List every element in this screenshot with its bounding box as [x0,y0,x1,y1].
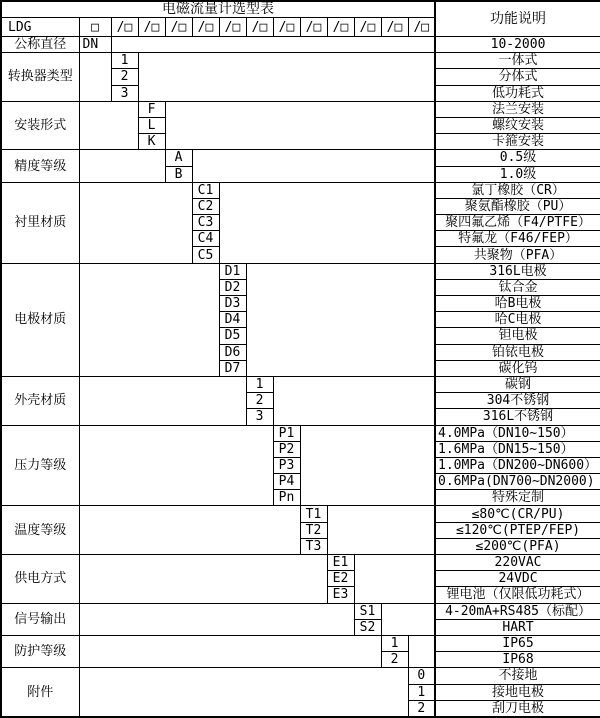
code-cell: D5 [219,328,246,344]
filler-cell [79,506,300,555]
code-cell: 2 [246,393,273,409]
table-row [1,101,600,117]
desc-cell: 聚氨酯橡胶（PU） [435,198,600,214]
model-slot-placeholder: /□ [381,18,408,37]
model-slot-placeholder: /□ [111,18,138,37]
code-cell: 1 [246,376,273,392]
code-cell: 2 [111,69,138,85]
code-cell: 1 [408,684,435,700]
code-cell: 2 [381,652,408,668]
model-box-placeholder: □ [79,18,111,37]
code-cell: D6 [219,344,246,360]
group-label: 衬里材质 [1,182,79,263]
code-cell: 3 [246,409,273,425]
code-cell: D3 [219,296,246,312]
desc-cell: 卡箍安装 [435,134,600,150]
selection-table-body [1,37,600,717]
model-slot-placeholder: /□ [246,18,273,37]
desc-cell: 接地电极 [435,684,600,700]
desc-cell: 碳化钨 [435,360,600,376]
code-cell: 1 [381,635,408,651]
desc-cell: 316L不锈钢 [435,409,600,425]
filler-cell [79,376,246,425]
desc-cell: ≤80℃(CR/PU) [435,506,600,522]
filler-cell [192,150,435,182]
table-row [1,425,600,441]
group-label: 防护等级 [1,635,79,667]
group-label: 电极材质 [1,263,79,376]
table-row [1,603,600,619]
desc-cell: 螺纹安装 [435,117,600,133]
filler-cell [79,425,273,506]
group-label: 信号输出 [1,603,79,635]
model-slot-placeholder: /□ [219,18,246,37]
desc-cell: ≤200℃(PFA) [435,538,600,554]
filler-cell [79,263,219,376]
table-row [1,506,600,522]
filler-cell [111,37,435,53]
table-row [1,53,600,69]
desc-cell: 1.0级 [435,166,600,182]
model-slot-placeholder: /□ [165,18,192,37]
filler-cell [79,182,192,263]
code-cell: T2 [300,522,327,538]
table-row [1,555,600,571]
group-label: 供电方式 [1,555,79,604]
code-cell: C4 [192,231,219,247]
model-slot-placeholder: /□ [138,18,165,37]
filler-cell [165,101,435,150]
code-cell: 2 [408,700,435,717]
function-column-header: 功能说明 [435,1,600,37]
filler-cell [138,53,435,102]
desc-cell: 特氟龙（F46/FEP） [435,231,600,247]
group-label: 公称直径 [1,37,79,53]
desc-cell: 24VDC [435,571,600,587]
desc-cell: IP68 [435,652,600,668]
model-slot-placeholder: /□ [192,18,219,37]
filler-cell [246,263,435,376]
desc-cell: HART [435,619,600,635]
desc-cell: 分体式 [435,69,600,85]
code-cell: D4 [219,312,246,328]
desc-cell: 1.0MPa（DN200~DN600） [435,457,600,473]
model-slot-placeholder: /□ [300,18,327,37]
filler-cell [79,53,111,102]
model-slot-placeholder: /□ [354,18,381,37]
desc-cell: 220VAC [435,555,600,571]
filler-cell [408,635,435,667]
table-row [1,150,600,166]
code-cell: C3 [192,215,219,231]
title-row [1,1,600,18]
desc-cell: 法兰安装 [435,101,600,117]
code-cell: Pn [273,490,300,506]
model-slot-placeholder: /□ [327,18,354,37]
table-row [1,376,600,392]
model-slot-placeholder: /□ [273,18,300,37]
desc-cell: 不接地 [435,668,600,684]
group-label: 转换器类型 [1,53,79,102]
code-cell: 3 [111,85,138,101]
table-row [1,263,600,279]
code-cell: 0 [408,668,435,684]
code-cell: E1 [327,555,354,571]
code-cell: E3 [327,587,354,603]
code-cell: P3 [273,457,300,473]
desc-cell: 10-2000 [435,37,600,53]
desc-cell: 316L电极 [435,263,600,279]
filler-cell [273,376,435,425]
filler-cell [300,425,435,506]
code-cell: F [138,101,165,117]
filler-cell [354,555,435,604]
desc-cell: 一体式 [435,53,600,69]
code-cell: C5 [192,247,219,263]
desc-cell: 4-20mA+RS485（标配） [435,603,600,619]
code-cell: S2 [354,619,381,635]
code-cell: E2 [327,571,354,587]
filler-cell [327,506,435,555]
desc-cell: 钛合金 [435,279,600,295]
filler-cell [79,635,381,667]
desc-cell: 刮刀电极 [435,700,600,717]
desc-cell: 1.6MPa（DN15~150） [435,441,600,457]
code-cell: P4 [273,474,300,490]
code-cell: C1 [192,182,219,198]
code-cell: C2 [192,198,219,214]
code-cell: T3 [300,538,327,554]
desc-cell: 低功耗式 [435,85,600,101]
model-prefix: LDG [1,18,79,37]
code-cell: D7 [219,360,246,376]
filler-cell [381,603,435,635]
filler-cell [219,182,435,263]
desc-cell: 碳钢 [435,376,600,392]
group-label: 精度等级 [1,150,79,182]
desc-cell: 钽电极 [435,328,600,344]
model-slot-placeholder: /□ [408,18,435,37]
code-cell: K [138,134,165,150]
table-title: 电磁流量计选型表 [1,1,435,18]
group-label: 外壳材质 [1,376,79,425]
code-cell: P1 [273,425,300,441]
filler-cell [79,150,165,182]
desc-cell: 特殊定制 [435,490,600,506]
table-row [1,37,600,53]
group-label: 温度等级 [1,506,79,555]
table-row [1,635,600,651]
table-row [1,668,600,684]
filler-cell [79,101,138,150]
desc-cell: 锂电池（仅限低功耗式） [435,587,600,603]
code-cell: D1 [219,263,246,279]
code-cell: L [138,117,165,133]
code-cell: D2 [219,279,246,295]
code-cell: DN [79,37,111,53]
desc-cell: 铂铱电极 [435,344,600,360]
desc-cell: 共聚物（PFA） [435,247,600,263]
desc-cell: 聚四氟乙烯（F4/PTFE） [435,215,600,231]
desc-cell: 4.0MPa（DN10~150） [435,425,600,441]
group-label: 安装形式 [1,101,79,150]
desc-cell: ≤120℃(PTEP/FEP) [435,522,600,538]
filler-cell [79,555,327,604]
desc-cell: 0.6MPa(DN700~DN2000) [435,474,600,490]
code-cell: P2 [273,441,300,457]
filler-cell [79,668,408,717]
code-cell: S1 [354,603,381,619]
code-cell: A [165,150,192,166]
group-label: 附件 [1,668,79,717]
code-cell: T1 [300,506,327,522]
desc-cell: 304不锈钢 [435,393,600,409]
desc-cell: 哈B电极 [435,296,600,312]
desc-cell: 哈C电极 [435,312,600,328]
group-label: 压力等级 [1,425,79,506]
table-row [1,182,600,198]
desc-cell: IP65 [435,635,600,651]
code-cell: B [165,166,192,182]
filler-cell [79,603,354,635]
desc-cell: 氯丁橡胶（CR） [435,182,600,198]
desc-cell: 0.5级 [435,150,600,166]
code-cell: 1 [111,53,138,69]
